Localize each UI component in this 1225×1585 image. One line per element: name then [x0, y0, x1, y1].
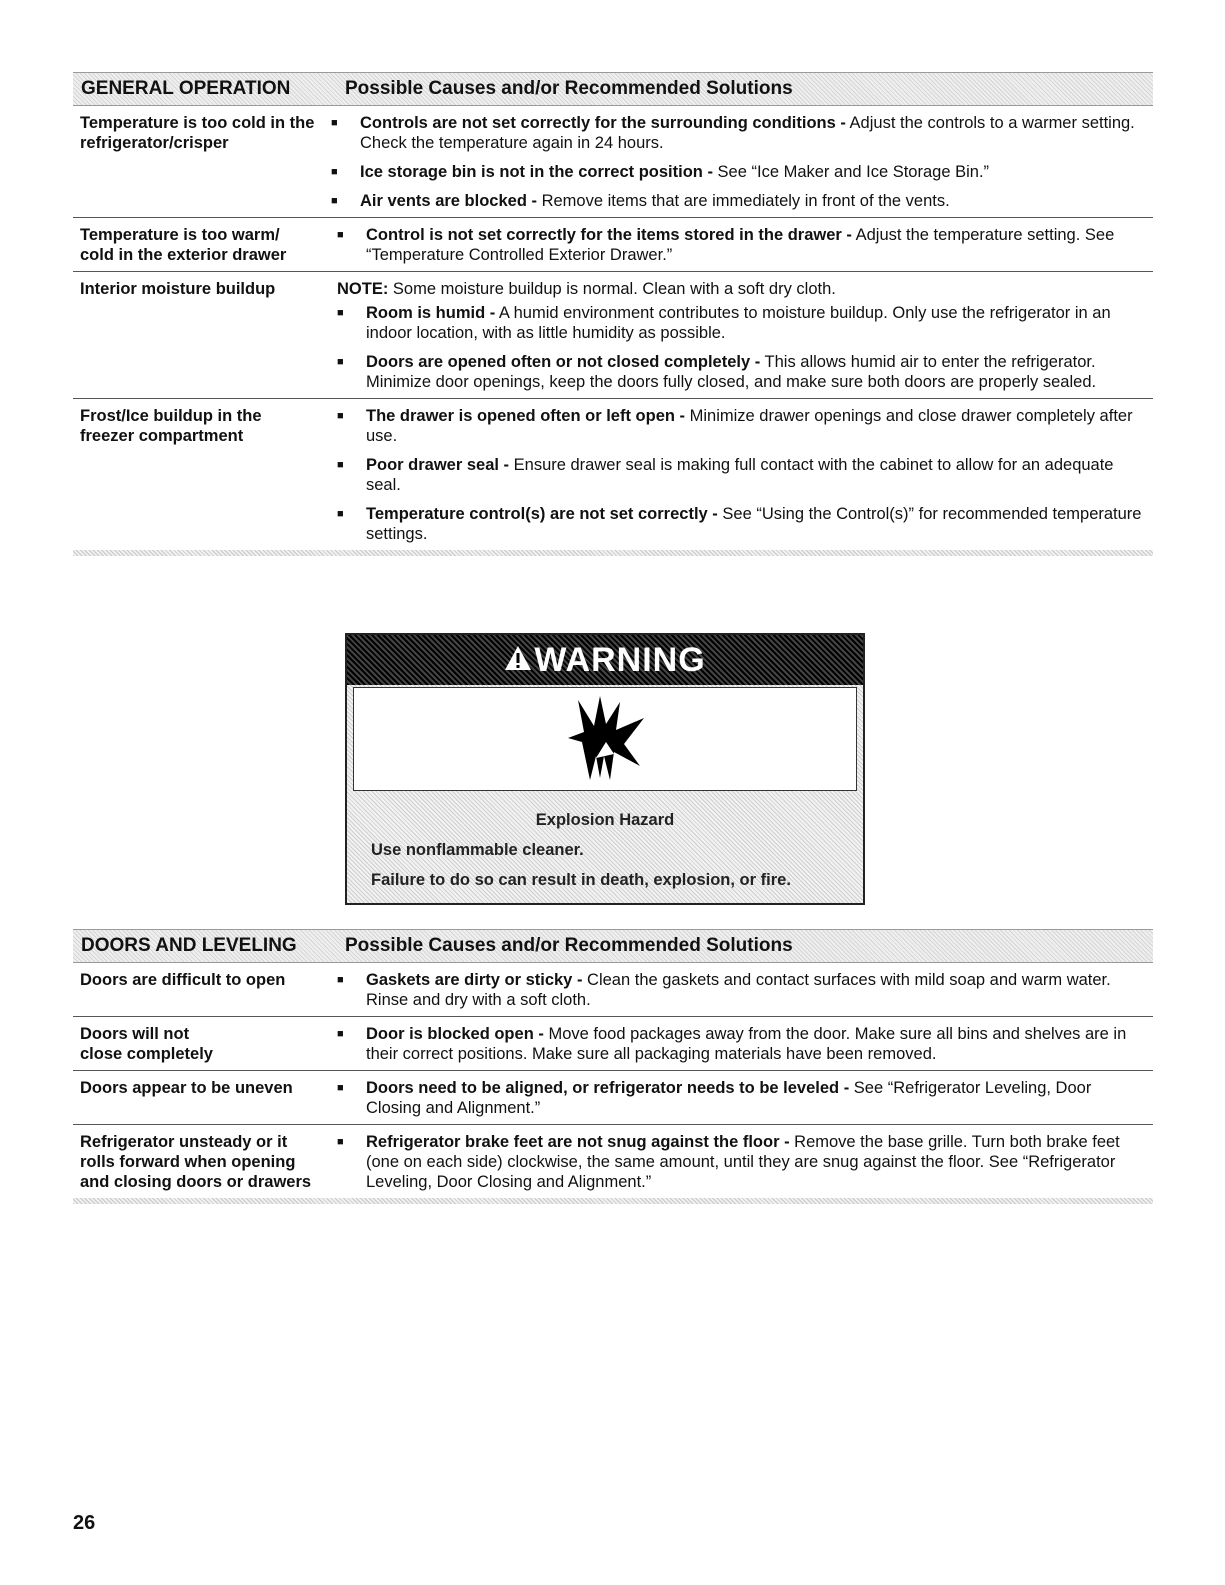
list-item [337, 1024, 1153, 1064]
solution-cell [337, 1024, 1153, 1064]
list-item [337, 504, 1153, 544]
hazard-instruction: Use nonflammable cleaner. [371, 841, 584, 859]
column-title: Possible Causes and/or Recommended Solutions [345, 78, 793, 99]
solution-text: Move food packages away from the door. Make sure all bins and shelves are in their correct positions. Make sure all packaging materials have been removed. [366, 1025, 1127, 1063]
list-item [337, 352, 1153, 392]
solution-cell [337, 225, 1153, 265]
bullet-icon: ■ [331, 117, 338, 129]
bullet-icon: ■ [337, 459, 344, 471]
list-item [337, 455, 1153, 495]
solution-text: Minimize drawer openings and close drawer completely after use. [366, 407, 1133, 445]
solution-cell [337, 1132, 1153, 1192]
solution-cell [331, 113, 1153, 211]
table-row [73, 218, 1153, 272]
table-row [73, 1125, 1153, 1198]
solution-text: Clean the gaskets and contact surfaces with mild soap and warm water. Rinse and dry with a soft cloth. [366, 971, 1111, 1009]
solution-text: See “Refrigerator Leveling, Door Closing and Alignment.” [366, 1079, 1092, 1117]
table-header [73, 72, 1153, 106]
section-title: GENERAL OPERATION [81, 78, 291, 99]
section-title: DOORS AND LEVELING [81, 935, 297, 956]
list-item [337, 970, 1153, 1010]
cause-label: Control is not set correctly for the items stored in the drawer - [366, 226, 852, 244]
solution-text: Ensure drawer seal is making full contact with the cabinet to allow for an adequate seal. [366, 456, 1114, 494]
list-item [337, 1132, 1153, 1192]
warning-header [347, 635, 863, 685]
bullet-icon: ■ [337, 974, 344, 986]
bullet-icon: ■ [337, 1028, 344, 1040]
cause-label: The drawer is opened often or left open - [366, 407, 686, 425]
solution-cell [337, 970, 1153, 1010]
problem-label: Doors appear to be uneven [80, 1079, 293, 1097]
column-title: Possible Causes and/or Recommended Solutions [345, 935, 793, 956]
solution-text: Adjust the controls to a warmer setting. Check the temperature again in 24 hours. [360, 114, 1135, 152]
hazard-consequence: Failure to do so can result in death, explosion, or fire. [371, 871, 791, 889]
list-item [331, 162, 1153, 182]
cause-label: Doors are opened often or not closed completely - [366, 353, 761, 371]
hazard-title: Explosion Hazard [535, 811, 675, 829]
bullet-icon: ■ [337, 229, 344, 241]
cause-label: Gaskets are dirty or sticky - [366, 971, 583, 989]
bullet-icon: ■ [337, 410, 344, 422]
cause-label: Temperature control(s) are not set correctly - [366, 505, 718, 523]
general-operation-table [73, 72, 1153, 556]
explosion-icon [560, 692, 650, 787]
cause-label: Ice storage bin is not in the correct position - [360, 163, 713, 181]
solution-cell [337, 1078, 1153, 1118]
cause-label: Door is blocked open - [366, 1025, 544, 1043]
table-row [73, 272, 1153, 399]
problem-label: Temperature is too cold in the refrigerator/crisper [80, 114, 315, 152]
cause-label: Refrigerator brake feet are not snug against the floor - [366, 1133, 790, 1151]
page-number: 26 [73, 1512, 96, 1534]
alert-triangle-icon [504, 641, 532, 680]
list-item [337, 1078, 1153, 1118]
problem-label: Doors are difficult to open [80, 971, 286, 989]
table-row [73, 963, 1153, 1017]
solution-text: See “Using the Control(s)” for recommended temperature settings. [366, 505, 1142, 543]
solution-cell [337, 279, 1153, 392]
table-end-rule [73, 550, 1153, 556]
problem-label: Refrigerator unsteady or it rolls forward when opening and closing doors or drawers [80, 1133, 312, 1191]
list-item [337, 406, 1153, 446]
note-text [337, 279, 1153, 299]
hazard-icon-panel [353, 687, 857, 791]
bullet-icon: ■ [337, 1136, 344, 1148]
table-end-rule [73, 1198, 1153, 1204]
table-row [73, 1071, 1153, 1125]
solution-text: This allows humid air to enter the refrigerator. Minimize door openings, keep the doors fully closed, and make sure both doors are properly sealed. [366, 353, 1097, 391]
problem-label: Doors will not close completely [80, 1025, 213, 1063]
note-label: NOTE: [337, 280, 389, 298]
solution-text: See “Ice Maker and Ice Storage Bin.” [712, 163, 990, 181]
doors-leveling-table [73, 929, 1153, 1204]
warning-body [353, 795, 857, 895]
bullet-icon: ■ [337, 508, 344, 520]
problem-label: Frost/Ice buildup in the freezer compartment [80, 407, 262, 445]
bullet-icon: ■ [337, 307, 344, 319]
solution-text: Remove items that are immediately in front of the vents. [536, 192, 950, 210]
bullet-icon: ■ [337, 1082, 344, 1094]
cause-label: Poor drawer seal - [366, 456, 510, 474]
bullet-icon: ■ [331, 166, 338, 178]
cause-label: Doors need to be aligned, or refrigerator needs to be leveled - [366, 1079, 850, 1097]
bullet-icon: ■ [331, 195, 338, 207]
table-row [73, 399, 1153, 550]
solution-cell [337, 406, 1153, 544]
warning-box [345, 633, 865, 905]
table-row [73, 1017, 1153, 1071]
bullet-icon: ■ [337, 356, 344, 368]
list-item [331, 191, 1153, 211]
cause-label: Air vents are blocked - [360, 192, 537, 210]
warning-title: WARNING [534, 640, 706, 679]
solution-text: Adjust the temperature setting. See “Temperature Controlled Exterior Drawer.” [366, 226, 1115, 264]
list-item [331, 113, 1153, 153]
list-item [337, 303, 1153, 343]
cause-label: Controls are not set correctly for the surrounding conditions - [360, 114, 846, 132]
note-body: Some moisture buildup is normal. Clean with a soft dry cloth. [388, 280, 836, 298]
problem-label: Interior moisture buildup [80, 280, 276, 298]
table-header [73, 929, 1153, 963]
table-row [73, 106, 1153, 218]
list-item [337, 225, 1153, 265]
cause-label: Room is humid - [366, 304, 496, 322]
solution-text: A humid environment contributes to moisture buildup. Only use the refrigerator in an indoor location, with as little humidity as possible. [366, 304, 1111, 342]
problem-label: Temperature is too warm/ cold in the exterior drawer [80, 226, 287, 264]
solution-text: Remove the base grille. Turn both brake feet (one on each side) clockwise, the same amount, until they are snug against the floor. See “Refrigerator Leveling, Door Closing and Alignment.” [366, 1133, 1120, 1191]
